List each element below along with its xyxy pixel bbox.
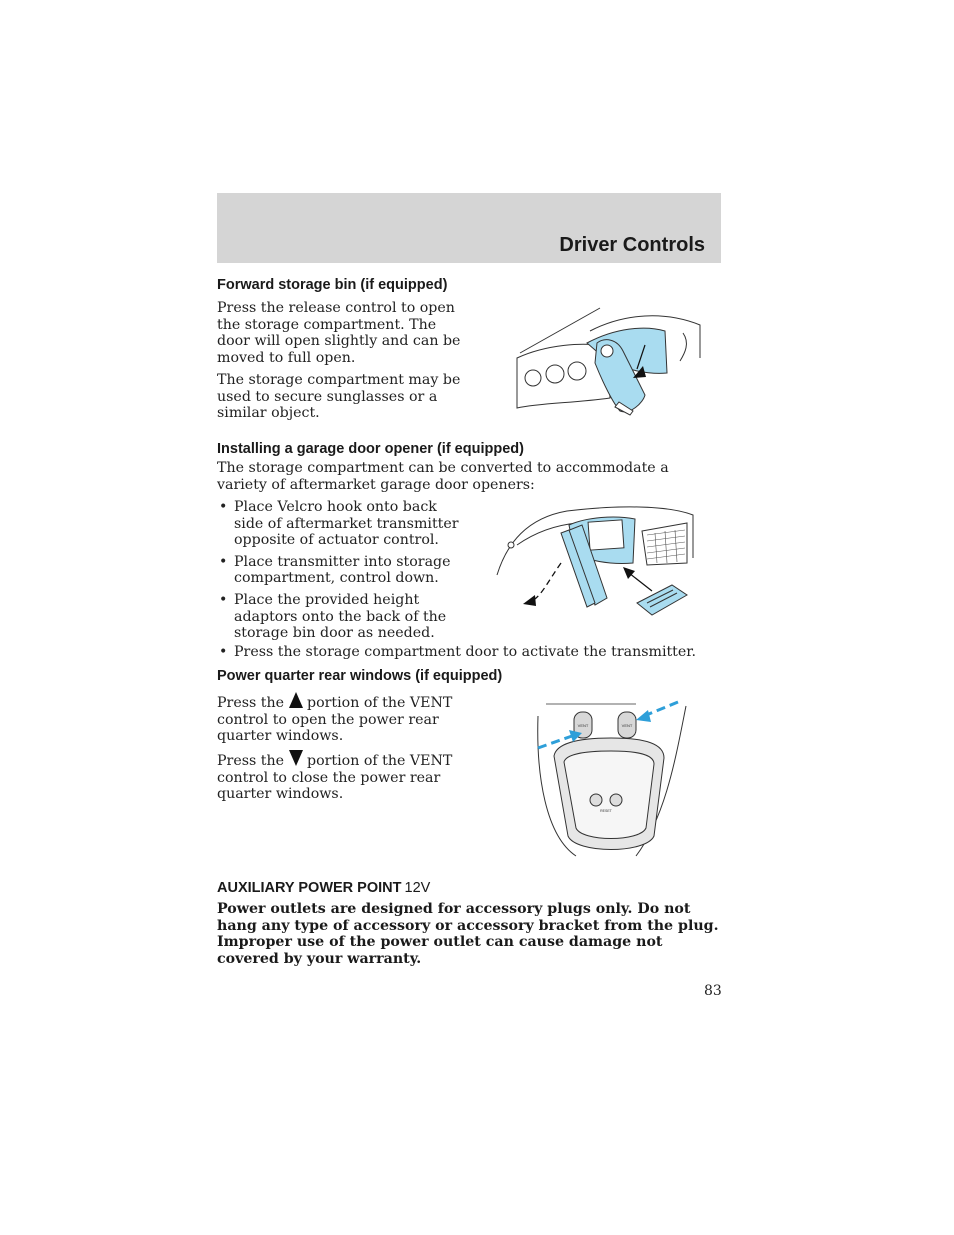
aux-voltage: 12V bbox=[404, 880, 431, 896]
garage-step-4 bbox=[217, 644, 721, 661]
garage-intro: The storage compartment can be converted to accommodate a variety of aftermarket garage door openers: bbox=[217, 460, 669, 493]
page-number: 83 bbox=[704, 983, 722, 999]
windows-paragraph-2 bbox=[217, 750, 467, 803]
list-item: • Place the provided height adaptors onto the back of the storage bin door as needed. bbox=[217, 592, 469, 642]
storage-bin-illustration bbox=[515, 303, 715, 423]
storage-heading: Forward storage bin (if equipped) bbox=[217, 277, 448, 293]
text-segment: portion of the VENT control to open the power rear quarter windows. bbox=[217, 695, 453, 745]
list-item: • Place transmitter into storage compartment, control down. bbox=[217, 554, 469, 587]
section-title: Driver Controls bbox=[559, 234, 705, 256]
list-item: Press the storage compartment door to activate the transmitter. bbox=[234, 644, 697, 660]
garage-steps-list bbox=[217, 499, 469, 647]
aux-heading-text: AUXILIARY POWER POINT bbox=[217, 880, 402, 896]
garage-opener-illustration bbox=[497, 503, 697, 623]
vent-left-label: VENT bbox=[577, 723, 589, 728]
section-header-band bbox=[217, 193, 721, 263]
console-reset-label: RESET bbox=[600, 809, 612, 813]
aux-warning: Power outlets are designed for accessory plugs only. Do not hang any type of accessory or accessory bracket from the plug. Improper use of the power outlet can cause damage not covered by your warranty. bbox=[217, 901, 719, 967]
bullet-glyph: • bbox=[219, 644, 228, 660]
garage-heading: Installing a garage door opener (if equipped) bbox=[217, 441, 524, 457]
storage-paragraph-1: Press the release control to open the storage compartment. The door will open slightly and can be moved to full open. bbox=[217, 300, 461, 366]
arrow-up-icon bbox=[289, 692, 303, 708]
list-item: • Place Velcro hook onto back side of aftermarket transmitter opposite of actuator control. bbox=[217, 499, 469, 549]
vent-right-label: VENT bbox=[621, 723, 633, 728]
vent-control-illustration bbox=[536, 696, 686, 856]
windows-heading: Power quarter rear windows (if equipped) bbox=[217, 668, 503, 684]
text-segment: Press the bbox=[217, 695, 285, 711]
arrow-down-icon bbox=[289, 750, 303, 766]
windows-paragraph-1 bbox=[217, 692, 467, 745]
storage-paragraph-2: The storage compartment may be used to secure sunglasses or a similar object. bbox=[217, 372, 461, 422]
text-segment: portion of the VENT control to close the power rear quarter windows. bbox=[217, 753, 453, 803]
text-segment: Press the bbox=[217, 753, 285, 769]
aux-heading bbox=[217, 880, 430, 896]
